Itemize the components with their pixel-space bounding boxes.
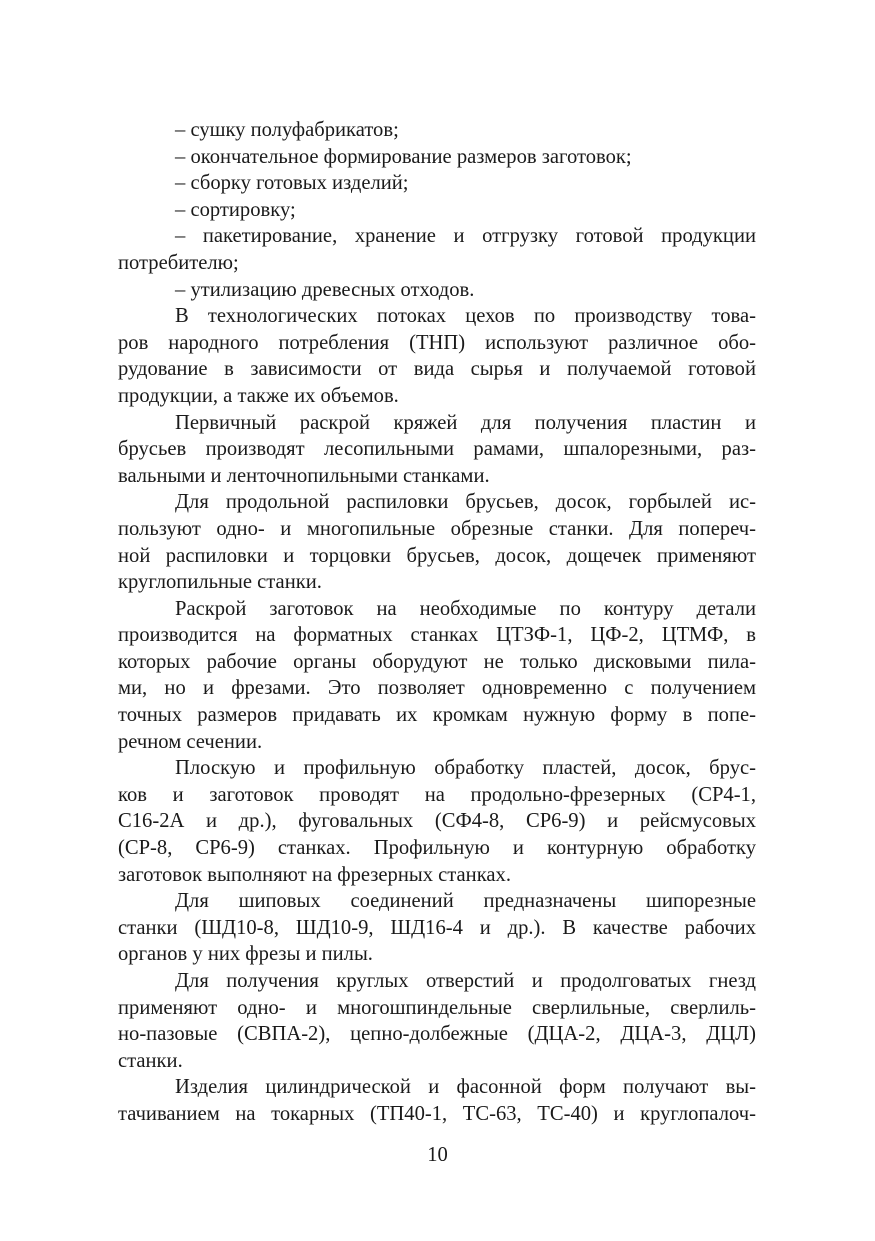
text-line: ров народного потребления (ТНП) используют различное обо- bbox=[118, 331, 756, 354]
text-line: – окончательное формирование размеров заготовок; bbox=[175, 145, 632, 168]
page-body bbox=[118, 117, 756, 1128]
text-line: ми, но и фрезами. Это позволяет одновременно с получением bbox=[118, 677, 756, 700]
text-line: ной распиловки и торцовки брусьев, досок, дощечек применяют bbox=[118, 544, 756, 567]
text-line: рудование в зависимости от вида сырья и получаемой готовой bbox=[118, 358, 756, 381]
text-line: – сортировку; bbox=[175, 198, 296, 221]
text-line: брусьев производят лесопильными рамами, шпалорезными, раз- bbox=[118, 438, 756, 461]
text-line: Изделия цилиндрической и фасонной форм получают вы- bbox=[175, 1076, 756, 1099]
text-line: – сборку готовых изделий; bbox=[175, 172, 409, 195]
text-line: пользуют одно- и многопильные обрезные станки. Для попереч- bbox=[118, 517, 756, 540]
text-line: – сушку полуфабрикатов; bbox=[175, 119, 399, 141]
text-line: Первичный раскрой кряжей для получения пластин и bbox=[175, 411, 756, 434]
text-line: – пакетирование, хранение и отгрузку готовой продукции bbox=[175, 225, 756, 248]
text-line: потребителю; bbox=[118, 251, 239, 274]
text-line: но-пазовые (СВПА-2), цепно-долбежные (ДЦА-2, ДЦА-3, ДЦЛ) bbox=[118, 1023, 756, 1046]
text-line: станки. bbox=[118, 1049, 183, 1072]
text-line: продукции, а также их объемов. bbox=[118, 384, 399, 407]
text-line: речном сечении. bbox=[118, 730, 263, 753]
text-line: органов у них фрезы и пилы. bbox=[118, 943, 373, 966]
text-line: С16-2А и др.), фуговальных (СФ4-8, СР6-9) и рейсмусовых bbox=[118, 810, 756, 833]
text-line: Для получения круглых отверстий и продолговатых гнезд bbox=[175, 970, 756, 992]
text-line: круглопильные станки. bbox=[118, 571, 322, 594]
text-line: – утилизацию древесных отходов. bbox=[175, 278, 475, 301]
text-line: заготовок выполняют на фрезерных станках. bbox=[118, 863, 511, 886]
text-line: Плоскую и профильную обработку пластей, досок, брус- bbox=[175, 757, 756, 780]
text-line: Для шиповых соединений предназначены шипорезные bbox=[175, 890, 756, 913]
text-line: вальными и ленточнопильными станками. bbox=[118, 464, 490, 487]
text-line: ков и заготовок проводят на продольно-фрезерных (СР4-1, bbox=[118, 783, 756, 806]
page-number: 10 bbox=[427, 1144, 448, 1166]
text-line: применяют одно- и многошпиндельные сверлильные, сверлиль- bbox=[118, 996, 756, 1019]
text-line: тачиванием на токарных (ТП40-1, ТС-63, ТС-40) и круглопалоч- bbox=[118, 1102, 756, 1125]
text-line: (СР-8, СР6-9) станках. Профильную и контурную обработку bbox=[118, 837, 756, 860]
text-line: точных размеров придавать их кромкам нужную форму в попе- bbox=[118, 704, 756, 727]
text-line: которых рабочие органы оборудуют не только дисковыми пила- bbox=[118, 650, 756, 673]
text-line: станки (ШД10-8, ШД10-9, ШД16-4 и др.). В качестве рабочих bbox=[118, 916, 756, 939]
text-line: производится на форматных станках ЦТЗФ-1, ЦФ-2, ЦТМФ, в bbox=[118, 624, 756, 647]
text-line: В технологических потоках цехов по производству това- bbox=[175, 305, 756, 328]
text-line: Для продольной распиловки брусьев, досок, горбылей ис- bbox=[175, 491, 756, 514]
text-line: Раскрой заготовок на необходимые по контуру детали bbox=[175, 597, 756, 620]
